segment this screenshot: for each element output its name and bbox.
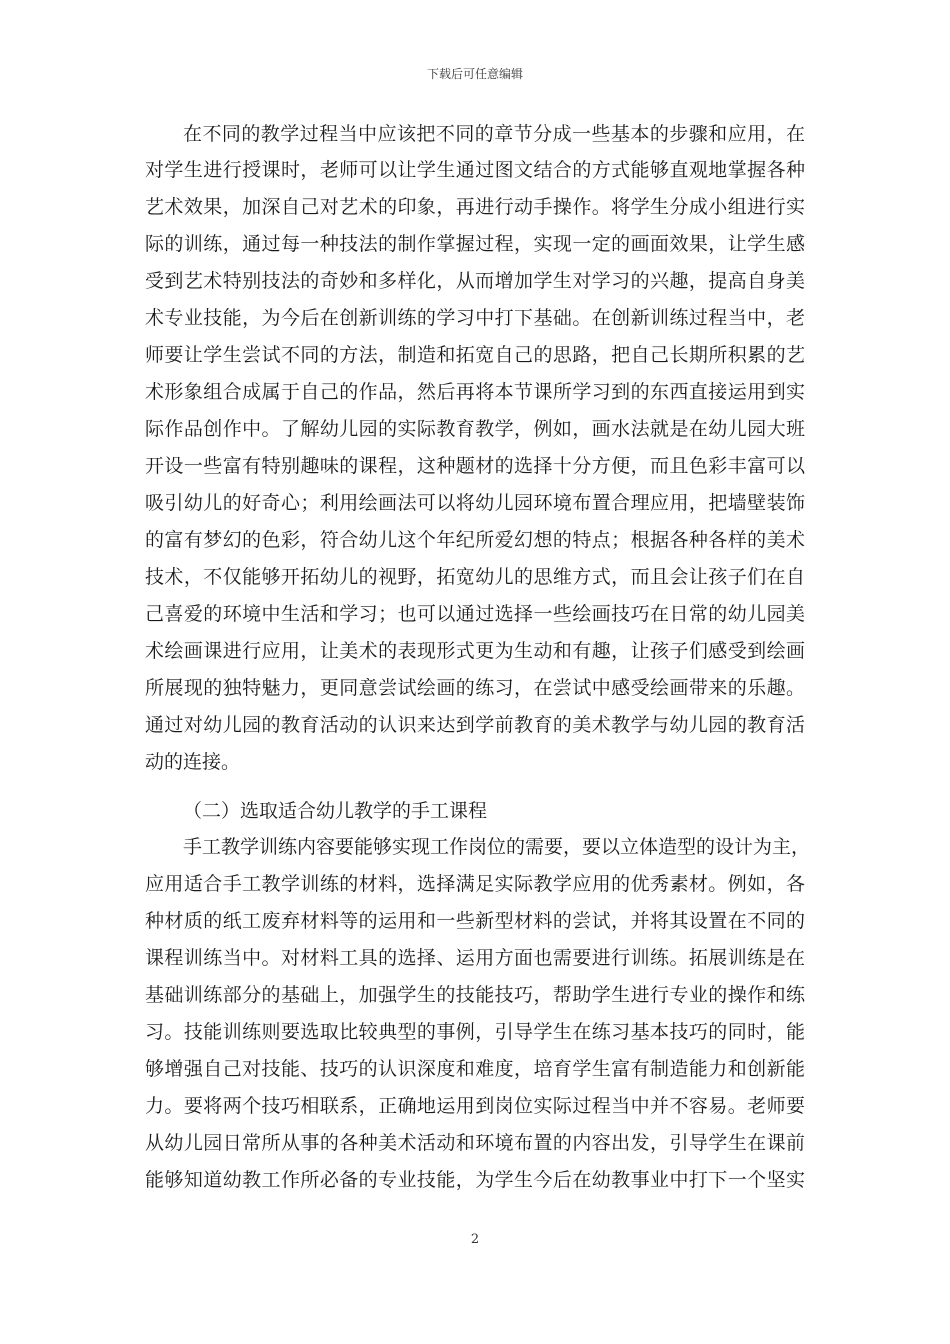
page-number: 2 [470, 1232, 480, 1247]
text-line: 术形象组合成属于自己的作品，然后再将本节课所学习到的东西直接运用到实 [145, 381, 805, 403]
text-line: 的富有梦幻的色彩，符合幼儿这个年纪所爱幻想的特点；根据各种各样的美术 [145, 529, 805, 551]
text-line: 技术，不仅能够开拓幼儿的视野，拓宽幼儿的思维方式，而且会让孩子们在自 [145, 566, 805, 588]
text-line: 在不同的教学过程当中应该把不同的章节分成一些基本的步骤和应用，在 [183, 123, 805, 145]
text-line: 艺术效果，加深自己对艺术的印象，再进行动手操作。将学生分成小组进行实 [145, 196, 805, 218]
text-line: 术绘画课进行应用，让美术的表现形式更为生动和有趣，让孩子们感受到绘画 [145, 640, 805, 662]
text-line: 基础训练部分的基础上，加强学生的技能技巧，帮助学生进行专业的操作和练 [145, 984, 805, 1006]
text-line: 动的连接。 [145, 751, 241, 773]
text-line: 能够知道幼教工作所必备的专业技能，为学生今后在幼教事业中打下一个坚实 [145, 1169, 805, 1191]
text-line: 受到艺术特别技法的奇妙和多样化，从而增加学生对学习的兴趣，提高自身美 [145, 270, 805, 292]
text-line: 师要让学生尝试不同的方法，制造和拓宽自己的思路，把自己长期所积累的艺 [145, 344, 805, 366]
text-line: 种材质的纸工废弃材料等的运用和一些新型材料的尝试，并将其设置在不同的 [145, 910, 805, 932]
text-line: 力。要将两个技巧相联系，正确地运用到岗位实际过程当中并不容易。老师要 [145, 1095, 805, 1117]
text-line: 应用适合手工教学训练的材料，选择满足实际教学应用的优秀素材。例如，各 [145, 873, 805, 895]
text-line: 际的训练，通过每一种技法的制作掌握过程，实现一定的画面效果，让学生感 [145, 233, 805, 255]
text-line: 通过对幼儿园的教育活动的认识来达到学前教育的美术教学与幼儿园的教育活 [145, 714, 805, 736]
text-line: 课程训练当中。对材料工具的选择、运用方面也需要进行训练。拓展训练是在 [145, 947, 805, 969]
text-line: 从幼儿园日常所从事的各种美术活动和环境布置的内容出发，引导学生在课前 [145, 1132, 805, 1154]
text-line: 所展现的独特魅力，更同意尝试绘画的练习，在尝试中感受绘画带来的乐趣。 [145, 677, 805, 699]
text-line: 开设一些富有特别趣味的课程，这种题材的选择十分方便，而且色彩丰富可以 [145, 455, 805, 477]
text-line: 吸引幼儿的好奇心；利用绘画法可以将幼儿园环境布置合理应用，把墙壁装饰 [145, 492, 805, 514]
section-heading: （二）选取适合幼儿教学的手工课程 [183, 800, 488, 822]
text-line: 够增强自己对技能、技巧的认识深度和难度，培育学生富有制造能力和创新能 [145, 1058, 805, 1080]
text-line: 己喜爱的环境中生活和学习；也可以通过选择一些绘画技巧在日常的幼儿园美 [145, 603, 805, 625]
page-header: 下载后可任意编辑 [426, 67, 523, 81]
text-line: 习。技能训练则要选取比较典型的事例，引导学生在练习基本技巧的同时，能 [145, 1021, 805, 1043]
text-line: 际作品创作中。了解幼儿园的实际教育教学，例如，画水法就是在幼儿园大班 [145, 418, 805, 440]
text-line: 手工教学训练内容要能够实现工作岗位的需要，要以立体造型的设计为主， [183, 836, 811, 858]
text-line: 术专业技能，为今后在创新训练的学习中打下基础。在创新训练过程当中，老 [145, 307, 805, 329]
text-line: 对学生进行授课时，老师可以让学生通过图文结合的方式能够直观地掌握各种 [145, 159, 805, 181]
